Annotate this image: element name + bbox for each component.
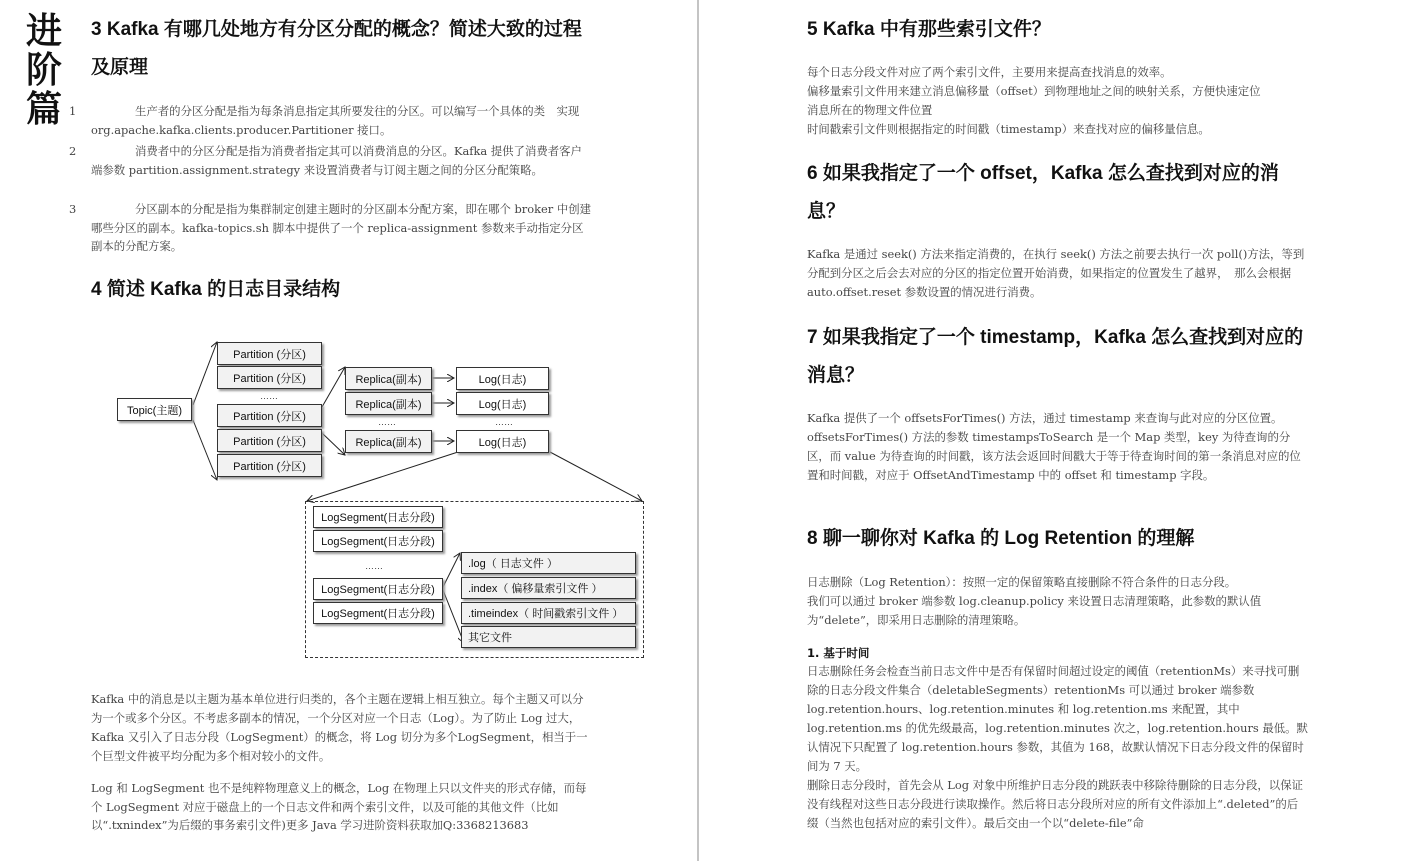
ellipsis: ……: [378, 417, 396, 427]
side-title-char: 篇: [26, 89, 63, 130]
section7-title-line1: 7 如果我指定了一个 timestamp，Kafka 怎么查找到对应的: [807, 327, 1304, 348]
paragraph-text: 删除日志分段时，首先会从 Log 对象中所维护日志分段的跳跃表中移除待删除的日志分段，以保证没有线程对这些日志分段进行读取操作。然后将日志分段所对应的所有文件添加上“.deleted”的后缀（当然也包括对应的索引文件）。最后交由一个以“delete-file”命: [807, 778, 1303, 830]
log-segment-box: LogSegment(日志分段): [313, 602, 443, 624]
right-page: [699, 0, 1411, 861]
section5-title: 5 Kafka 中有那些索引文件？: [807, 19, 1051, 40]
paragraph-line: 我们可以通过 broker 端参数 log.cleanup.policy 来设置日志清理策略，此参数的默认值为“delete”，即采用日志删除的清理策略。: [807, 594, 1262, 627]
file-box: .index（ 偏移量索引文件 ）: [461, 577, 636, 599]
connector-line: [193, 342, 217, 405]
paragraph-line: 偏移量索引文件用来建立消息偏移量（offset）到物理地址之间的映射关系，方便快速定位: [807, 84, 1261, 98]
paragraph-line: 消息所在的物理文件位置: [807, 103, 933, 117]
list-item-number: 3: [69, 202, 77, 216]
list-item: [69, 200, 591, 256]
section4-paragraph: [91, 690, 591, 766]
left-page: [0, 0, 698, 861]
log-box: Log(日志): [456, 430, 549, 453]
section5-body: [807, 63, 1312, 139]
connector-line: [322, 367, 345, 407]
replica-box: Replica(副本): [345, 392, 432, 415]
paragraph-text: Kafka 是通过 seek() 方法来指定消费的，在执行 seek() 方法之前要去执行一次 poll()方法，等到分配到分区之后会去对应的分区的指定位置开始消费，如果指定的位置发生了越界， 那么会根据 auto.offset.reset 参数设置的情况进行消费。: [807, 247, 1305, 299]
paragraph-text: Kafka 中的消息是以主题为基本单位进行归类的，各个主题在逻辑上相互独立。每个主题又可以分为一个或多个分区。不考虑多副本的情况，一个分区对应一个日志（Log）。为了防止 Log 过大，Kafka 又引入了日志分段（LogSegment）的概念，将 Log 切分为多个LogSegment，相当于一个巨型文件被平均分配为多个相对较小的文件。: [91, 692, 588, 763]
file-box: .log（ 日志文件 ）: [461, 552, 636, 574]
paragraph-line: 时间戳索引文件则根据指定的时间戳（timestamp）来查找对应的偏移量信息。: [807, 122, 1210, 136]
list-item-text: 分区副本的分配是指为集群制定创建主题时的分区副本分配方案，即在哪个 broker 中创建哪些分区的副本。kafka-topics.sh 脚本中提供了一个 replica-assignment 参数来手动指定分区副本的分配方案。: [91, 202, 591, 253]
section6-title-line2: 息？: [807, 201, 846, 222]
side-title: [26, 12, 66, 129]
log-segment-box: LogSegment(日志分段): [313, 506, 443, 528]
section3-title-line2: 及原理: [91, 57, 149, 78]
section8-subtitle: 1. 基于时间: [807, 646, 870, 660]
paragraph-text: 日志删除任务会检查当前日志文件中是否有保留时间超过设定的阈值（retentionMs）来寻找可删除的日志分段文件集合（deletableSegments）retentionMs 可以通过 broker 端参数 log.retention.hours、log.retention.minutes 和 log.retention.ms 来配置，其中 log.retention.ms 的优先级最高，log.retention.minutes 次之，log.retention.hours 最低。默认情况下只配置了 log.retention.hours 参数，其值为 168，故默认情况下日志分段文件的保留时间为 7 天。: [807, 664, 1308, 773]
section6-title-line1: 6 如果我指定了一个 offset，Kafka 怎么查找到对应的消: [807, 163, 1279, 184]
partition-box: Partition (分区): [217, 366, 322, 389]
replica-box: Replica(副本): [345, 430, 432, 453]
replica-box: Replica(副本): [345, 367, 432, 390]
list-item: [69, 142, 591, 179]
log-segment-box: LogSegment(日志分段): [313, 530, 443, 552]
section8-title: 8 聊一聊你对 Kafka 的 Log Retention 的理解: [807, 528, 1195, 549]
section3-title-line1: 3 Kafka 有哪几处地方有分区分配的概念？简述大致的过程: [91, 19, 582, 40]
list-item-text: 消费者中的分区分配是指为消费者指定其可以消费消息的分区。Kafka 提供了消费者客户端参数 partition.assignment.strategy 来设置消费者与订阅主题之间的分区分配策略。: [91, 144, 582, 177]
section7-title-line2: 消息？: [807, 365, 865, 386]
log-box: Log(日志): [456, 392, 549, 415]
ellipsis: ……: [495, 417, 513, 427]
section8-body: [807, 573, 1309, 630]
connector-line: [307, 452, 458, 501]
paragraph-line: 日志删除（Log Retention）：按照一定的保留策略直接删除不符合条件的日志分段。: [807, 575, 1237, 589]
partition-box: Partition (分区): [217, 404, 322, 427]
partition-box: Partition (分区): [217, 429, 322, 452]
section4-title: 4 简述 Kafka 的日志目录结构: [91, 279, 341, 300]
side-title-char: 阶: [26, 50, 63, 91]
paragraph-text: Log 和 LogSegment 也不是纯粹物理意义上的概念，Log 在物理上只以文件夹的形式存储，而每个 LogSegment 对应于磁盘上的一个日志文件和两个索引文件，以及可能的其他文件（比如以“.txnindex”为后缀的事务索引文件)更多 Java 学习进阶资料获取加Q:3368213683: [91, 781, 587, 832]
file-box: 其它文件: [461, 626, 636, 648]
section6-body: [807, 245, 1309, 302]
log-box: Log(日志): [456, 367, 549, 390]
paragraph-text: Kafka 提供了一个 offsetsForTimes() 方法，通过 timestamp 来查询与此对应的分区位置。offsetsForTimes() 方法的参数 timestampsToSearch 是一个 Map 类型，key 为待查询的分区，而 value 为待查询的时间戳，该方法会返回时间戳大于等于待查询时间的第一条消息对应的位置和时间戳，对应于 OffsetAndTimestamp 中的 offset 和 timestamp 字段。: [807, 411, 1301, 482]
partition-box: Partition (分区): [217, 342, 322, 365]
log-segment-box: LogSegment(日志分段): [313, 578, 443, 600]
list-item-number: 2: [69, 144, 77, 158]
list-item-text: 生产者的分区分配是指为每条消息指定其所要发往的分区。可以编写一个具体的类 实现 org.apache.kafka.clients.producer.Partitioner 接口。: [91, 104, 580, 137]
ellipsis: ……: [260, 391, 278, 401]
ellipsis: ……: [365, 561, 383, 571]
connector-line: [193, 420, 217, 480]
section4-paragraph: [91, 779, 593, 835]
side-title-char: 进: [26, 11, 63, 52]
connector-line: [322, 433, 345, 455]
list-item-number: 1: [69, 104, 77, 118]
section7-body: [807, 409, 1309, 485]
section8-sub-body: [807, 662, 1309, 833]
log-directory-diagram: [110, 335, 650, 665]
topic-box: Topic(主题): [117, 398, 192, 421]
paragraph-line: 每个日志分段文件对应了两个索引文件，主要用来提高查找消息的效率。: [807, 65, 1172, 79]
connector-line: [550, 452, 642, 501]
list-item: [69, 102, 591, 139]
partition-box: Partition (分区): [217, 454, 322, 477]
file-box: .timeindex（ 时间戳索引文件 ）: [461, 602, 636, 624]
